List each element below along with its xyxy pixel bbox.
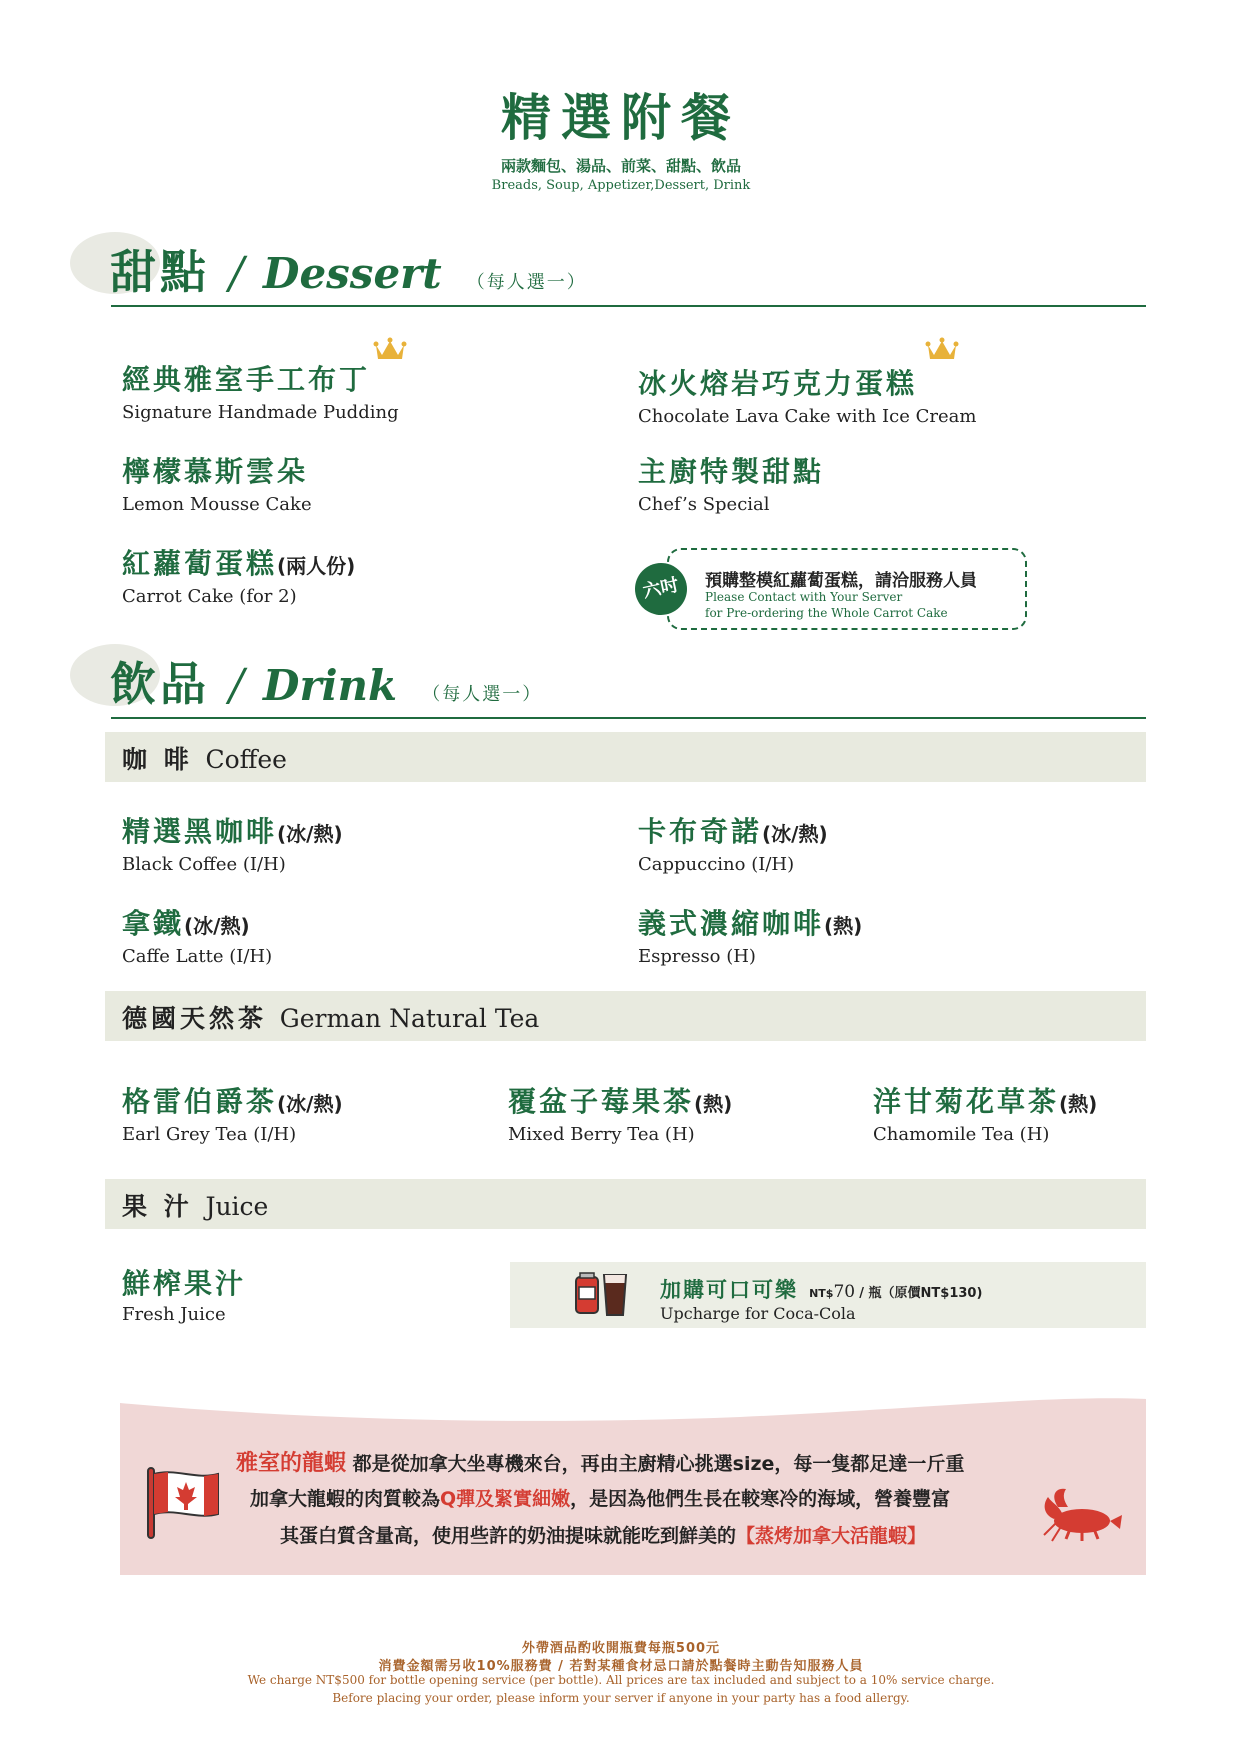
dessert-item-chef-special xyxy=(638,450,824,515)
dessert-title-en: Dessert xyxy=(263,249,442,298)
dessert-item-zh: 紅蘿蔔蛋糕(兩人份) xyxy=(122,547,356,580)
footer-line4: Before placing your order, please inform your server if anyone in your party has a food allergy. xyxy=(332,1691,910,1705)
dessert-title-zh: 甜點 xyxy=(110,245,210,299)
lobster-text-line1: 雅室的龍蝦 都是從加拿大坐專機來台，再由主廚精心挑選size，每一隻都足達一斤重 xyxy=(236,1451,965,1476)
coffee-category-band xyxy=(105,732,1146,782)
six-inch-badge: 六吋 xyxy=(630,558,692,620)
footer-line2: 消費金額需另收10%服務費 / 若對某種食材忌口請於點餐時主動告知服務人員 xyxy=(378,1659,864,1674)
page-subtitle-zh: 兩款麵包、湯品、前菜、甜點、飲品 xyxy=(500,157,741,175)
juice-category-band xyxy=(105,1179,1146,1229)
drink-note: （每人選一） xyxy=(422,684,543,705)
coke-can-glass-icon xyxy=(574,1271,630,1317)
dessert-title-slash: / xyxy=(229,248,244,299)
preorder-text-en1: Please Contact with Your Server xyxy=(705,590,903,604)
dessert-item-en: Carrot Cake (for 2) xyxy=(122,586,297,607)
dessert-item-en: Chef’s Special xyxy=(638,494,770,515)
dessert-item-pudding xyxy=(122,358,399,423)
drink-item-en: Chamomile Tea (H) xyxy=(873,1124,1050,1145)
drink-section-heading xyxy=(110,648,542,714)
dessert-divider xyxy=(111,305,1146,307)
dessert-item-lava-cake xyxy=(638,362,976,427)
page-subtitle-en: Breads, Soup, Appetizer,Dessert, Drink xyxy=(491,178,751,193)
tea-category-band xyxy=(105,991,1146,1041)
drink-item-zh: 洋甘菊花草茶(熱) xyxy=(873,1085,1098,1118)
lobster-text-line3: 其蛋白質含量高，使用些許的奶油提味就能吃到鮮美的【蒸烤加拿大活龍蝦】 xyxy=(280,1525,927,1547)
crown-icon xyxy=(373,335,407,363)
canada-flag-icon xyxy=(146,1466,222,1540)
drink-item-cappuccino xyxy=(638,810,828,875)
dessert-item-zh: 主廚特製甜點 xyxy=(638,455,825,488)
footer-line1: 外帶酒品酌收開瓶費每瓶500元 xyxy=(521,1641,721,1656)
drink-item-fresh-juice xyxy=(122,1262,246,1325)
dessert-item-carrot-cake xyxy=(122,542,355,607)
drink-item-black-coffee xyxy=(122,810,343,875)
drink-item-latte xyxy=(122,902,272,967)
drink-title-zh: 飲品 xyxy=(110,657,210,711)
drink-title-en: Drink xyxy=(263,661,398,710)
drink-item-en: Espresso (H) xyxy=(638,946,756,967)
drink-item-en: Mixed Berry Tea (H) xyxy=(508,1124,695,1145)
drink-item-zh: 覆盆子莓果茶(熱) xyxy=(508,1085,733,1118)
drink-title-slash: / xyxy=(229,660,244,711)
dessert-item-lemon-mousse xyxy=(122,450,312,515)
drink-item-espresso xyxy=(638,902,862,967)
drink-item-en: Black Coffee (I/H) xyxy=(122,854,286,875)
crown-icon xyxy=(925,335,959,363)
page-title: 精選附餐 xyxy=(501,89,741,147)
drink-item-en: Earl Grey Tea (I/H) xyxy=(122,1124,297,1145)
drink-item-chamomile xyxy=(873,1080,1097,1145)
drink-item-zh: 卡布奇諾(冰/熱) xyxy=(638,815,828,848)
drink-item-zh: 格雷伯爵茶(冰/熱) xyxy=(122,1085,343,1118)
dessert-item-zh: 冰火熔岩巧克力蛋糕 xyxy=(638,367,918,400)
dessert-note: （每人選一） xyxy=(466,272,587,293)
drink-item-zh: 精選黑咖啡(冰/熱) xyxy=(122,815,343,848)
drink-item-zh: 鮮榨果汁 xyxy=(122,1267,247,1300)
tea-category-label: 德國天然茶 German Natural Tea xyxy=(122,1004,540,1033)
coke-upcharge-title: 加購可口可樂 NT$70 / 瓶（原價NT$130) xyxy=(660,1278,983,1302)
dessert-item-zh: 檸檬慕斯雲朵 xyxy=(122,455,309,488)
dessert-section-heading xyxy=(110,236,587,302)
preorder-text-zh: 預購整模紅蘿蔔蛋糕，請洽服務人員 xyxy=(705,571,977,591)
coke-upcharge-en: Upcharge for Coca-Cola xyxy=(660,1304,856,1323)
drink-item-berry-tea xyxy=(508,1080,732,1145)
preorder-text-en2: for Pre-ordering the Whole Carrot Cake xyxy=(705,606,948,620)
drink-item-zh: 拿鐵(冰/熱) xyxy=(122,907,250,940)
drink-divider xyxy=(111,717,1146,719)
lobster-text-line2: 加拿大龍蝦的肉質較為Q彈及緊實細嫩，是因為他們生長在較寒冷的海域，營養豐富 xyxy=(250,1488,951,1510)
coke-price: NT$70 / 瓶（原價NT$130) xyxy=(809,1282,983,1302)
drink-item-en: Cappuccino (I/H) xyxy=(638,854,795,875)
coffee-category-label: 咖 啡 Coffee xyxy=(122,745,287,774)
drink-item-en: Caffe Latte (I/H) xyxy=(122,946,273,967)
juice-category-label: 果 汁 Juice xyxy=(122,1192,269,1221)
drink-item-zh: 義式濃縮咖啡(熱) xyxy=(638,907,863,940)
dessert-item-zh: 經典雅室手工布丁 xyxy=(122,363,371,396)
dessert-item-en: Signature Handmade Pudding xyxy=(122,402,399,423)
drink-item-en: Fresh Juice xyxy=(122,1304,226,1325)
dessert-item-en: Chocolate Lava Cake with Ice Cream xyxy=(638,406,977,427)
dessert-item-en: Lemon Mousse Cake xyxy=(122,494,312,515)
drink-item-earl-grey xyxy=(122,1080,343,1145)
footer-line3: We charge NT$500 for bottle opening service (per bottle). All prices are tax included and subject to a 10% service charge. xyxy=(247,1673,995,1687)
lobster-icon xyxy=(1040,1485,1124,1543)
